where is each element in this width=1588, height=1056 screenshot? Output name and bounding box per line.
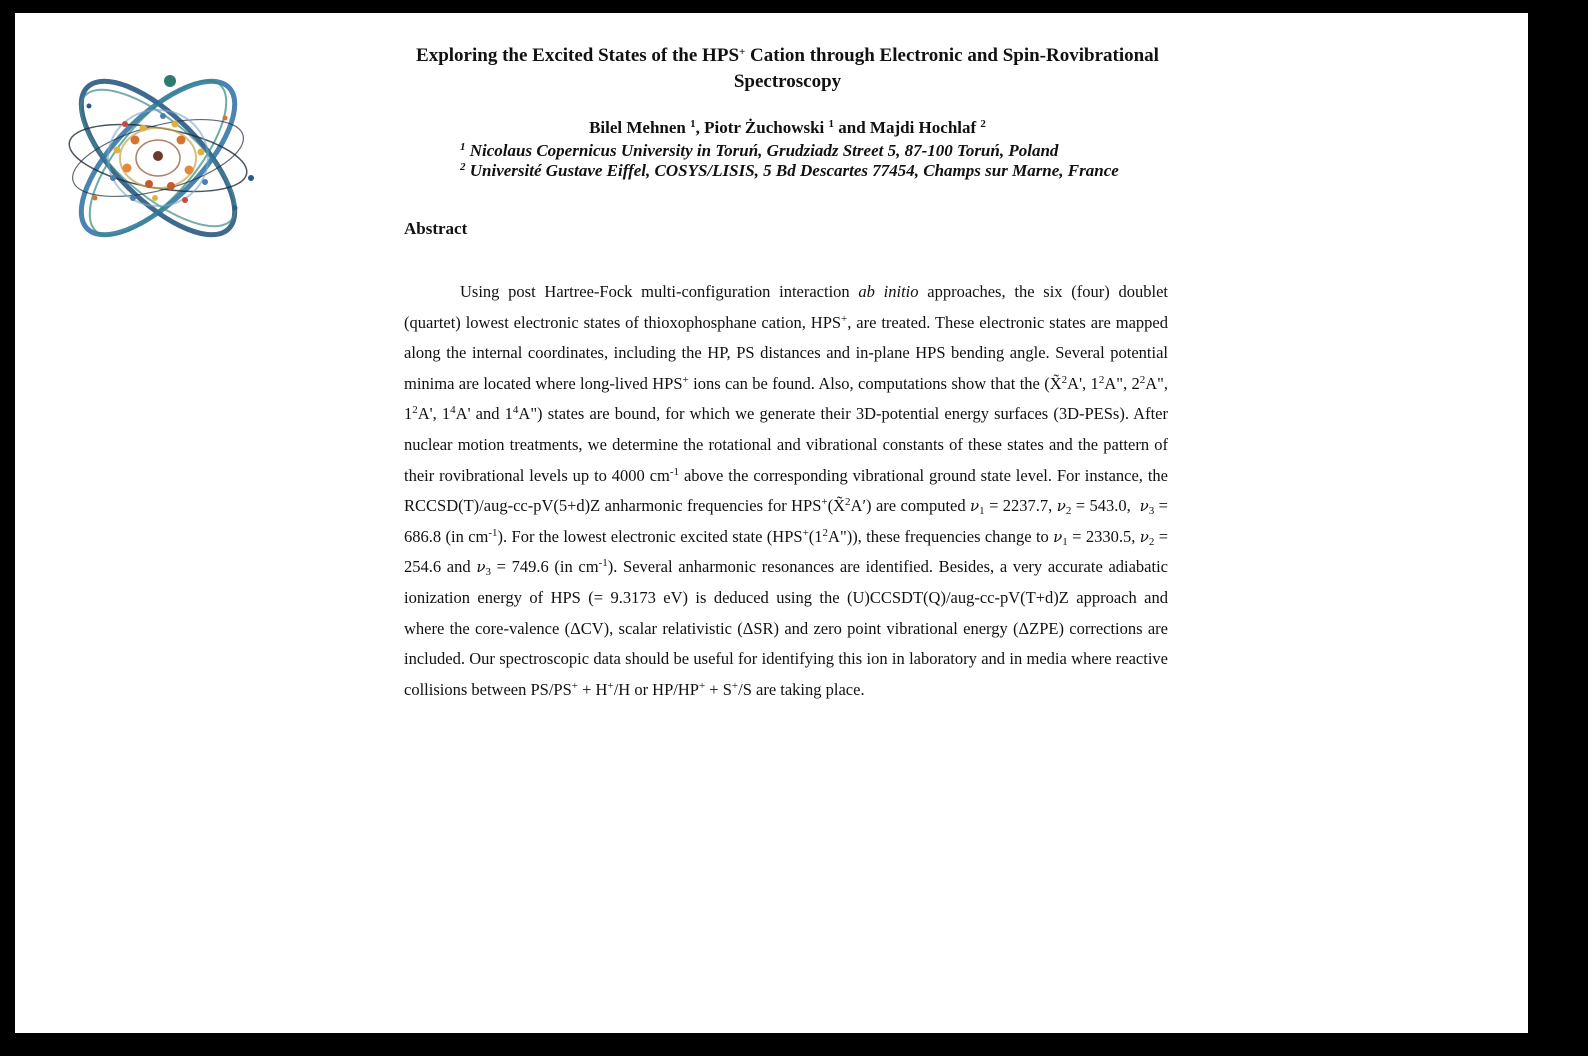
affiliation-1: $^1$ Nicolaus Copernicus University in Toruń, Grudziadz Street 5, 87-100 Toruń, Poland [460, 141, 1059, 160]
paper-title: Exploring the Excited States of the HPS+ Cation through Electronic and Spin-Rovibrational Spectroscopy [416, 45, 1159, 92]
abstract-body: Using post Hartree-Fock multi-configuration interaction ab initio approaches, the six (four) doublet (quartet) lowest electronic states of thioxophosphane cation, HPS+, are treated. These electronic states are mapped along the internal coordinates, including the HP, PS distances and in-plane HPS bending angle. Several potential minima are located where long-lived HPS+ ions can be found. Also, computations show that the (X̃$^2$A', $1^2A$", $2^2A$", $1^2A'$, $1^4A'$ and $1^4A$") states are bound, for which we generate their 3D-potential energy surfaces (3D-PESs). After nuclear motion treatments, we determine the rotational and vibrational constants of these states and the pattern of their rovibrational levels up to 4000 $cm^{-1}$ above the corresponding vibrational ground state level. For instance, the RCCSD(T)/aug-cc-pV(5+d)Z anharmonic frequencies for HPS+(X̃$^2$A′) are computed $\nu_1 = 2237.7$, $\nu_2 = 543.0$, $\nu_3 = 686.8$ (in $cm^{-1}$). For the lowest electronic excited state $(HPS^+(1^2A"))$, these frequencies change to $\nu_1 = 2330.5$, $\nu_2 = 254.6$ and $\nu_3 = 749.6$ (in $cm^{-1}$). Several anharmonic resonances are identified. Besides, a very accurate adiabatic ionization energy of HPS (= 9.3173 eV) is deduced using the (U)CCSDT(Q)/aug-cc-pV(T+d)Z approach and where the core-valence (ΔCV), scalar relativistic (ΔSR) and zero point vibrational energy (ΔZPE) corrections are included. Our spectroscopic data should be useful for identifying this ion in laboratory and in media where reactive collisions between PS/PS+ + H+/H or HP/HP+ + S+/S are taking place. [404, 282, 1169, 699]
affiliations [460, 141, 1160, 181]
abstract-heading: Abstract [404, 219, 468, 238]
affiliation-2: $^2$ Université Gustave Eiffel, COSYS/LISIS, 5 Bd Descartes 77454, Champs sur Marne, France [460, 161, 1119, 180]
author-list: Bilel Mehnen $^1$, Piotr Żuchowski $^1$ and Majdi Hochlaf $^2$ [589, 118, 986, 137]
paper-page [15, 13, 1528, 1033]
atom-orbits-icon [55, 58, 261, 258]
